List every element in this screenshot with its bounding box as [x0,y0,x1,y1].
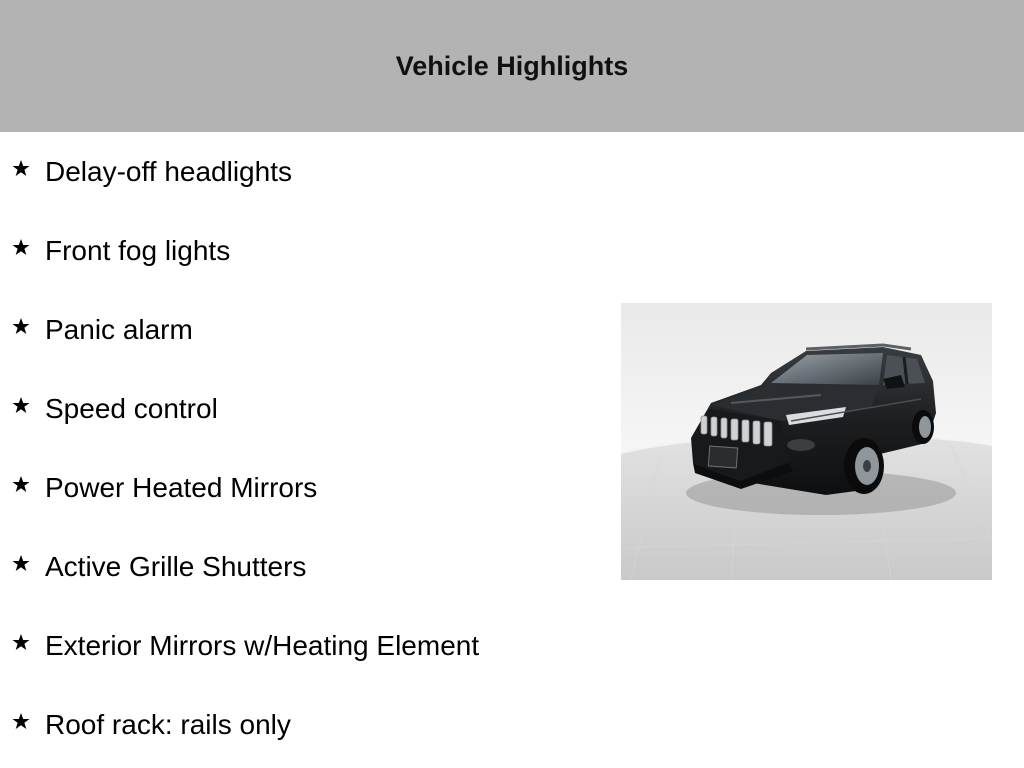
star-icon [11,395,31,415]
feature-label: Roof rack: rails only [45,709,291,740]
feature-label: Front fog lights [45,235,231,266]
star-icon [11,711,31,731]
feature-label: Panic alarm [45,314,193,345]
page-title: Vehicle Highlights [395,50,629,81]
feature-label: Delay-off headlights [45,156,292,187]
feature-label: Exterior Mirrors w/Heating Element [45,630,480,661]
star-icon [11,474,31,494]
star-icon [11,553,31,573]
suv-image [621,303,992,580]
header-bar [0,0,1024,132]
star-icon [11,158,31,178]
feature-label: Active Grille Shutters [45,551,307,582]
feature-label: Speed control [45,393,218,424]
star-icon [11,316,31,336]
star-icon [11,237,31,257]
vehicle-photo [621,303,992,580]
feature-label: Power Heated Mirrors [45,472,318,503]
star-icon [11,632,31,652]
